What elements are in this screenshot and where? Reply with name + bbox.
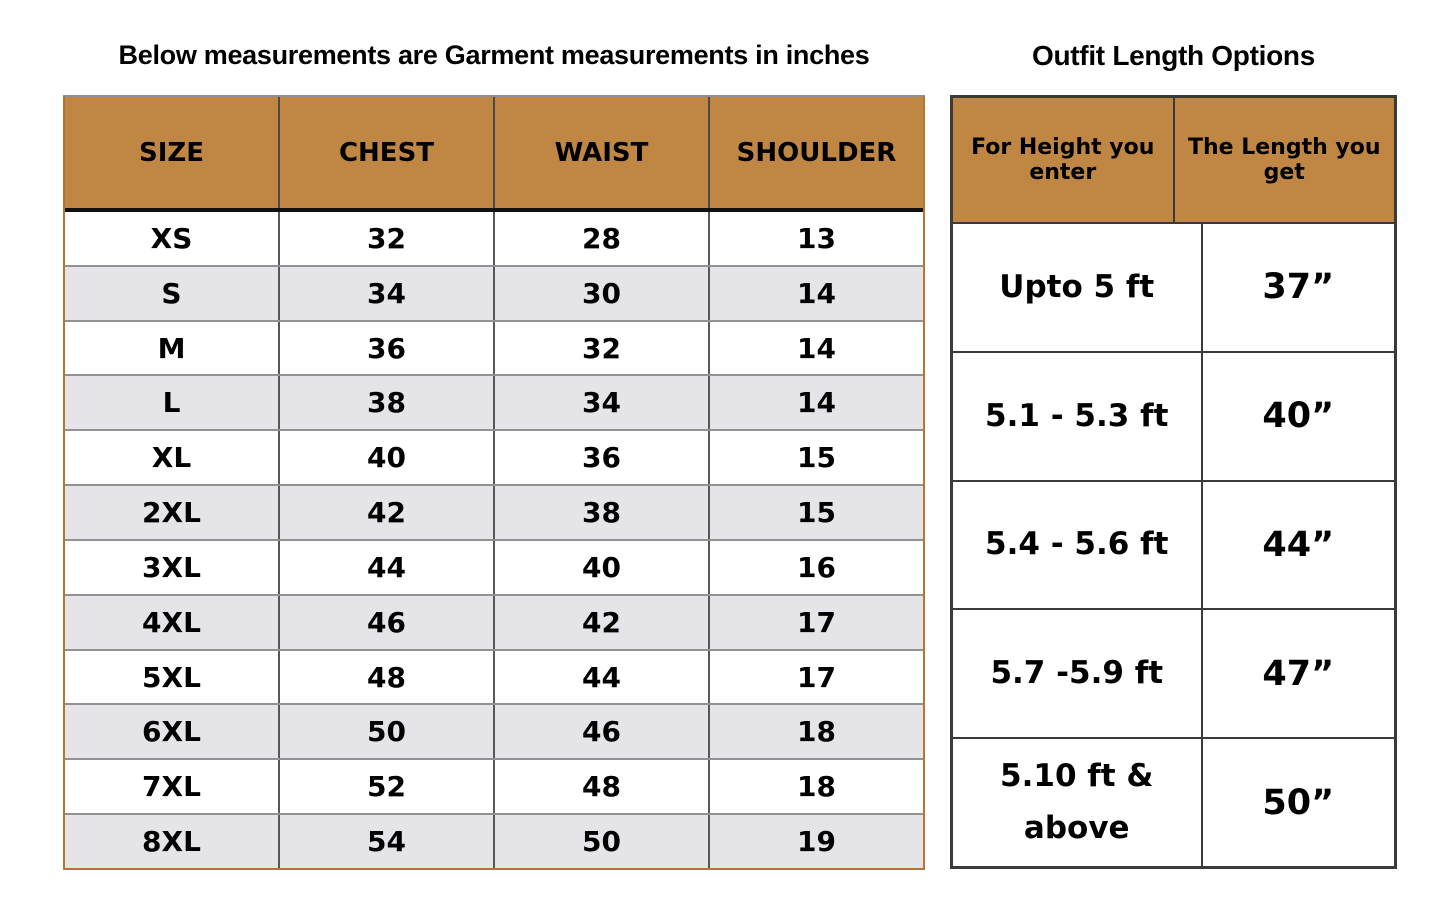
garment-measurements-title: Below measurements are Garment measurements in inches — [118, 40, 870, 70]
table-row — [65, 649, 923, 704]
table-row — [65, 374, 923, 429]
cell-length: 40” — [1201, 353, 1395, 480]
cell-size: 8XL — [142, 825, 201, 859]
cell-waist: 46 — [493, 705, 708, 758]
cell-size: XL — [151, 441, 192, 475]
garment-size-table-header — [65, 97, 923, 212]
cell-shoulder: 13 — [708, 212, 923, 265]
column-header-size: SIZE — [138, 137, 204, 168]
cell-chest: 34 — [278, 267, 493, 320]
cell-waist: 32 — [493, 322, 708, 375]
cell-shoulder: 17 — [708, 596, 923, 649]
cell-shoulder: 15 — [708, 486, 923, 539]
cell-size: 2XL — [142, 496, 201, 530]
cell-size: XS — [150, 221, 193, 255]
table-row — [953, 224, 1394, 351]
table-row — [65, 758, 923, 813]
garment-size-table — [63, 95, 925, 870]
cell-shoulder: 17 — [708, 651, 923, 704]
table-row — [65, 813, 923, 868]
column-header-shoulder: SHOULDER — [708, 97, 923, 208]
cell-chest: 44 — [278, 541, 493, 594]
cell-waist: 38 — [493, 486, 708, 539]
cell-size: S — [161, 276, 182, 310]
outfit-length-table-header — [953, 98, 1394, 224]
cell-waist: 30 — [493, 267, 708, 320]
table-row — [65, 265, 923, 320]
cell-length: 37” — [1201, 224, 1395, 351]
cell-size: M — [157, 331, 186, 365]
cell-waist: 44 — [493, 651, 708, 704]
outfit-length-table-body — [953, 224, 1394, 866]
cell-height-range: 5.1 - 5.3 ft — [985, 397, 1169, 434]
cell-height-range: 5.7 -5.9 ft — [990, 655, 1164, 692]
cell-shoulder: 14 — [708, 322, 923, 375]
table-row — [65, 320, 923, 375]
garment-size-table-body — [65, 212, 923, 868]
cell-waist: 50 — [493, 815, 708, 868]
cell-size: 7XL — [142, 770, 201, 804]
cell-waist: 36 — [493, 431, 708, 484]
cell-waist: 34 — [493, 376, 708, 429]
column-header-length-you-get: The Length you get — [1173, 98, 1395, 222]
cell-chest: 32 — [278, 212, 493, 265]
column-header-height-entered: For Height you enter — [971, 135, 1155, 185]
table-row — [65, 212, 923, 265]
table-row — [953, 351, 1394, 480]
cell-chest: 36 — [278, 322, 493, 375]
cell-size: 4XL — [142, 605, 201, 639]
cell-length: 50” — [1201, 739, 1395, 866]
cell-waist: 42 — [493, 596, 708, 649]
column-header-chest: CHEST — [278, 97, 493, 208]
cell-shoulder: 18 — [708, 760, 923, 813]
outfit-length-options-title: Outfit Length Options — [1032, 40, 1315, 71]
cell-chest: 50 — [278, 705, 493, 758]
table-row — [953, 737, 1394, 866]
table-row — [65, 703, 923, 758]
outfit-length-table — [950, 95, 1397, 869]
cell-shoulder: 15 — [708, 431, 923, 484]
cell-chest: 52 — [278, 760, 493, 813]
table-row — [65, 429, 923, 484]
cell-shoulder: 18 — [708, 705, 923, 758]
cell-length: 47” — [1201, 610, 1395, 737]
table-row — [65, 539, 923, 594]
table-row — [953, 608, 1394, 737]
cell-size: 3XL — [142, 550, 201, 584]
cell-size: 6XL — [142, 715, 201, 749]
table-row — [953, 480, 1394, 609]
cell-size: L — [162, 386, 181, 420]
cell-waist: 40 — [493, 541, 708, 594]
cell-chest: 42 — [278, 486, 493, 539]
table-row — [65, 484, 923, 539]
cell-chest: 48 — [278, 651, 493, 704]
cell-length: 44” — [1201, 482, 1395, 609]
cell-height-range: 5.4 - 5.6 ft — [985, 526, 1169, 563]
cell-height-range: Upto 5 ft — [999, 268, 1155, 305]
cell-waist: 28 — [493, 212, 708, 265]
cell-chest: 54 — [278, 815, 493, 868]
cell-chest: 40 — [278, 431, 493, 484]
cell-shoulder: 14 — [708, 267, 923, 320]
cell-waist: 48 — [493, 760, 708, 813]
cell-shoulder: 14 — [708, 376, 923, 429]
cell-height-range: 5.10 ft & above — [1000, 758, 1154, 846]
cell-size: 5XL — [142, 660, 201, 694]
cell-chest: 38 — [278, 376, 493, 429]
cell-shoulder: 19 — [708, 815, 923, 868]
cell-chest: 46 — [278, 596, 493, 649]
column-header-waist: WAIST — [493, 97, 708, 208]
table-row — [65, 594, 923, 649]
cell-shoulder: 16 — [708, 541, 923, 594]
